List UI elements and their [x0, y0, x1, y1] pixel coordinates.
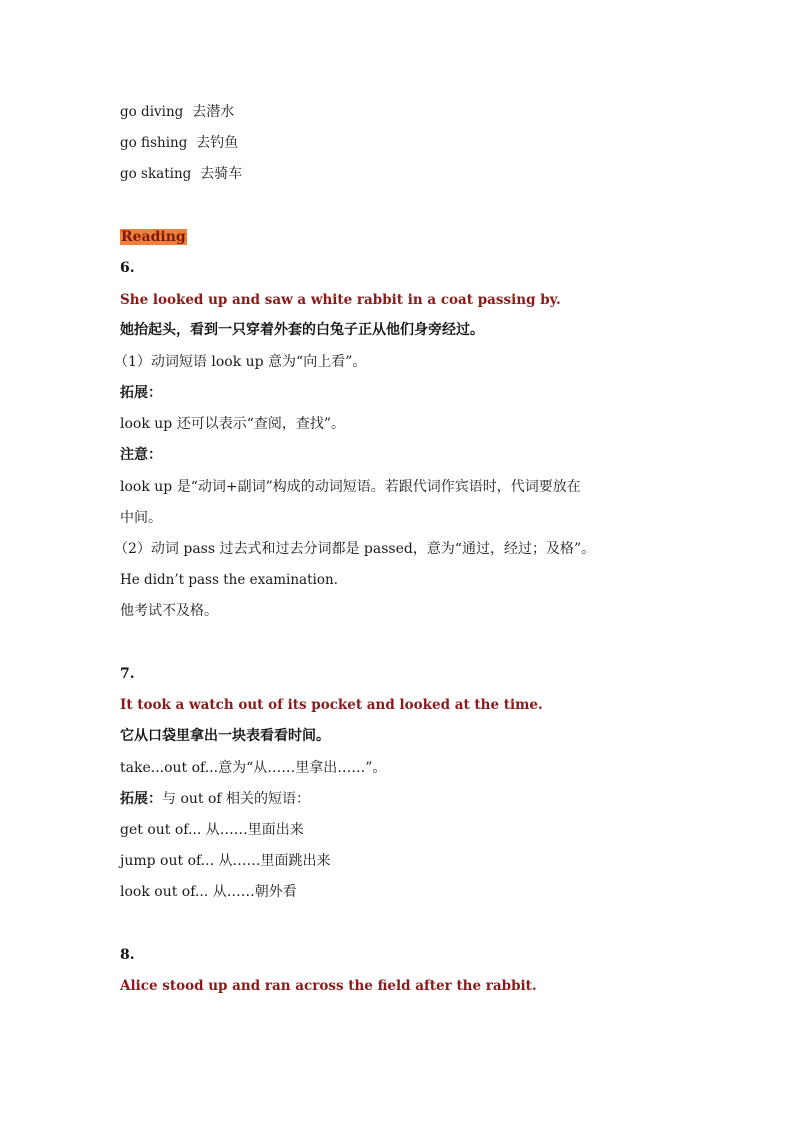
phrase-item: jump out of... 从……里面跳出来	[120, 853, 331, 869]
section-heading-text: Reading	[121, 229, 186, 245]
note-label-6: 注意：	[120, 447, 162, 463]
vocab-en: go diving	[120, 104, 184, 120]
note-text-6-line1: look up 是“动词+副词”构成的动词短语。若跟代词作宾语时，代词要放在	[120, 479, 581, 495]
vocab-zh: 去骑车	[200, 166, 243, 182]
point-6-1: （1）动词短语 look up 意为“向上看”。	[114, 354, 367, 370]
point-6-2: （2）动词 pass 过去式和过去分词都是 passed，意为“通过，经过；及格”。	[114, 541, 596, 557]
point-7-1: take...out of...意为“从……里拿出……”。	[120, 760, 387, 776]
vocab-zh: 去潜水	[192, 104, 235, 120]
sentence-6-en: She looked up and saw a white rabbit in a coat passing by.	[120, 292, 561, 308]
vocab-en: go skating	[120, 166, 192, 182]
extension-text-7: 与 out of 相关的短语：	[162, 791, 311, 807]
vocab-en: go fishing	[120, 135, 188, 151]
item-number-8: 8.	[120, 947, 135, 963]
section-heading	[120, 227, 187, 247]
phrase-item: look out of... 从……朝外看	[120, 884, 297, 900]
extension-text-6: look up 还可以表示“查阅，查找”。	[120, 416, 346, 432]
item-number-7: 7.	[120, 666, 135, 682]
vocab-item	[120, 133, 238, 153]
phrase-item: get out of... 从……里面出来	[120, 822, 304, 838]
sentence-6-zh: 她抬起头，看到一只穿着外套的白兔子正从他们身旁经过。	[120, 322, 484, 338]
sentence-7-en: It took a watch out of its pocket and looked at the time.	[120, 697, 543, 713]
note-text-6-line2: 中间。	[120, 510, 162, 526]
example-6-en: He didn’t pass the examination.	[120, 572, 338, 588]
extension-label-7: 拓展：	[120, 791, 162, 807]
vocab-item	[120, 164, 242, 184]
example-6-zh: 他考试不及格。	[120, 603, 218, 619]
sentence-8-en: Alice stood up and ran across the field after the rabbit.	[120, 978, 537, 994]
extension-7	[120, 789, 310, 809]
vocab-zh: 去钓鱼	[196, 135, 239, 151]
sentence-7-zh: 它从口袋里拿出一块表看看时间。	[120, 728, 330, 744]
item-number-6: 6.	[120, 260, 135, 276]
extension-label-6: 拓展：	[120, 385, 162, 401]
vocab-item	[120, 102, 234, 122]
